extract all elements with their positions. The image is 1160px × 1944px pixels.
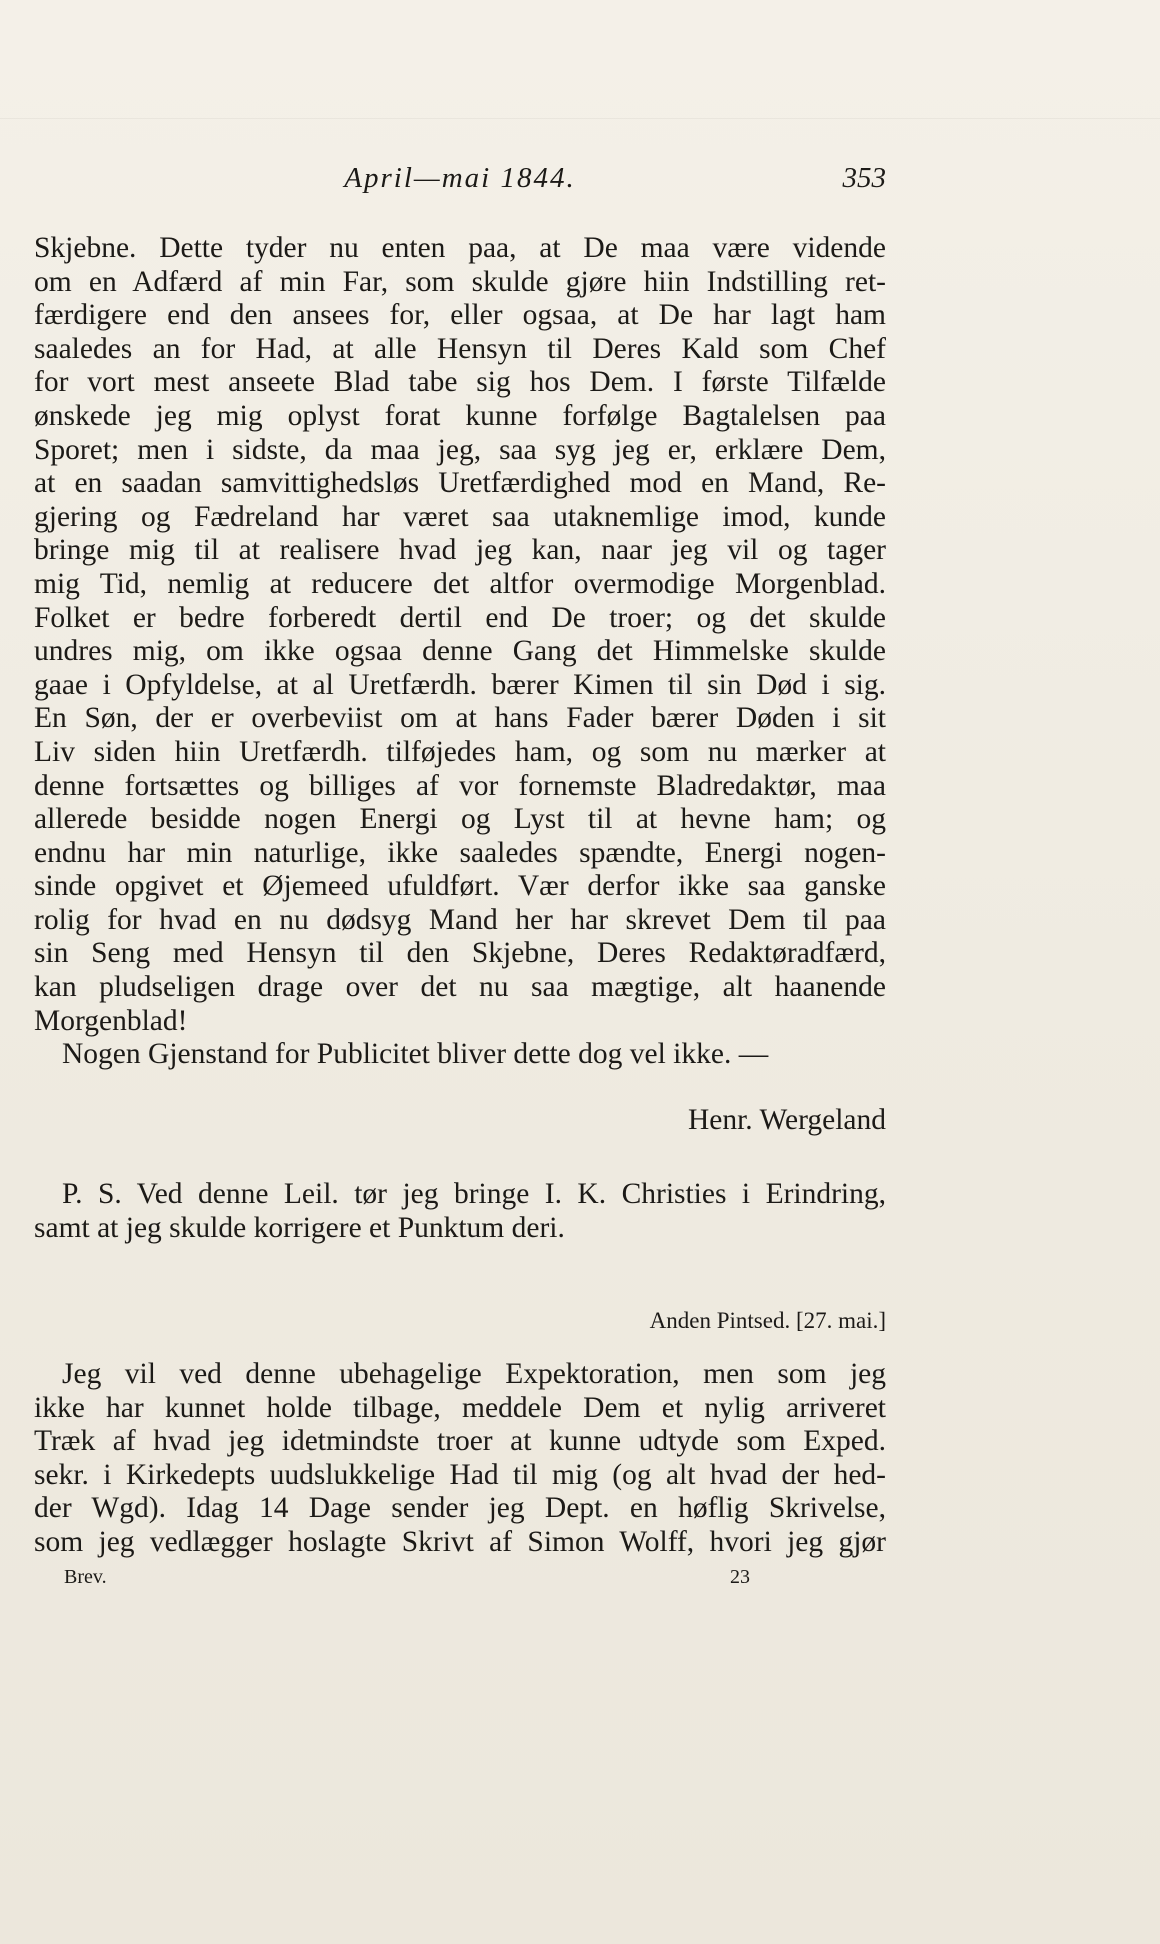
text-line: gjering og Fædreland har været saa utaknemlige imod, kunde <box>34 500 886 533</box>
text-line: Liv siden hiin Uretfærdh. tilføjedes ham, og som nu mærker at <box>34 735 886 768</box>
text-line: En Søn, der er overbeviist om at hans Fader bærer Døden i sit <box>34 702 886 735</box>
text-line: mig Tid, nemlig at reducere det altfor overmodige Morgenblad. <box>34 567 886 600</box>
page-edge-shadow <box>0 118 1160 119</box>
letter-two-body <box>34 1358 886 1560</box>
closing-line: Nogen Gjenstand for Publicitet bliver dette dog vel ikke. — <box>62 1038 769 1071</box>
postscript <box>34 1178 886 1245</box>
text-line: gaae i Opfyldelse, at al Uretfærdh. bærer Kimen til sin Død i sig. <box>34 668 886 701</box>
text-line: saaledes an for Had, at alle Hensyn til Deres Kald som Chef <box>34 332 886 365</box>
text-line: Træk af hvad jeg idetmindste troer at kunne udtyde som Exped. <box>34 1425 886 1458</box>
text-line: for vort mest anseete Blad tabe sig hos Dem. I første Tilfælde <box>34 366 886 399</box>
letter-dateline: Anden Pintsed. [27. mai.] <box>649 1308 886 1333</box>
text-line: rolig for hvad en nu dødsyg Mand her har skrevet Dem til paa <box>34 903 886 936</box>
text-line: ønskede jeg mig oplyst forat kunne forfølge Bagtalelsen paa <box>34 399 886 432</box>
text-line: sinde opgivet et Øjemeed ufuldført. Vær derfor ikke saa ganske <box>34 870 886 903</box>
signature-mark: Brev. <box>64 1566 107 1588</box>
running-head: April—mai 1844. <box>344 162 576 194</box>
signature: Henr. Wergeland <box>687 1104 886 1136</box>
text-line: endnu har min naturlige, ikke saaledes spændte, Energi nogen- <box>34 836 886 869</box>
sheet-number: 23 <box>730 1566 750 1588</box>
text-line: Sporet; men i sidste, da maa jeg, saa syg jeg er, erklære Dem, <box>34 433 886 466</box>
text-line: der Wgd). Idag 14 Dage sender jeg Dept. en høflig Skrivelse, <box>34 1492 886 1525</box>
text-line: som jeg vedlægger hoslagte Skrivt af Simon Wolff, hvori jeg gjør <box>34 1525 886 1558</box>
text-line: sin Seng med Hensyn til den Skjebne, Deres Redaktøradfærd, <box>34 937 886 970</box>
page-footer <box>34 1566 886 1596</box>
text-line: Jeg vil ved denne ubehagelige Expektoration, men som jeg <box>62 1358 886 1390</box>
text-line: denne fortsættes og billiges af vor fornemste Bladredaktør, maa <box>34 769 886 802</box>
text-line: allerede besidde nogen Energi og Lyst til at hevne ham; og <box>34 803 886 836</box>
postscript-line: P. S. Ved denne Leil. tør jeg bringe I. K. Christies i Erindring, <box>62 1178 886 1210</box>
postscript-line: samt at jeg skulde korrigere et Punktum deri. <box>34 1211 565 1244</box>
text-line: at en saadan samvittighedsløs Uretfærdighed mod en Mand, Re- <box>34 467 886 500</box>
text-line: Morgenblad! <box>34 1004 188 1037</box>
text-line: Skjebne. Dette tyder nu enten paa, at De maa være vidende <box>34 232 886 264</box>
text-line: bringe mig til at realisere hvad jeg kan, naar jeg vil og tager <box>34 534 886 567</box>
text-line: sekr. i Kirkedepts uudslukkelige Had til mig (og alt hvad der hed- <box>34 1458 886 1491</box>
page-header <box>34 156 886 200</box>
text-line: ikke har kunnet holde tilbage, meddele Dem et nylig arriveret <box>34 1391 886 1424</box>
text-line: færdigere end den ansees for, eller ogsaa, at De har lagt ham <box>34 299 886 332</box>
text-line: Folket er bedre forberedt dertil end De troer; og det skulde <box>34 601 886 634</box>
text-line: undres mig, om ikke ogsaa denne Gang det Himmelske skulde <box>34 635 886 668</box>
page-number: 353 <box>842 162 886 194</box>
text-line: om en Adfærd af min Far, som skulde gjøre hiin Indstilling ret- <box>34 265 886 298</box>
letter-one-body <box>34 232 886 1072</box>
text-line: kan pludseligen drage over det nu saa mægtige, alt haanende <box>34 971 886 1004</box>
